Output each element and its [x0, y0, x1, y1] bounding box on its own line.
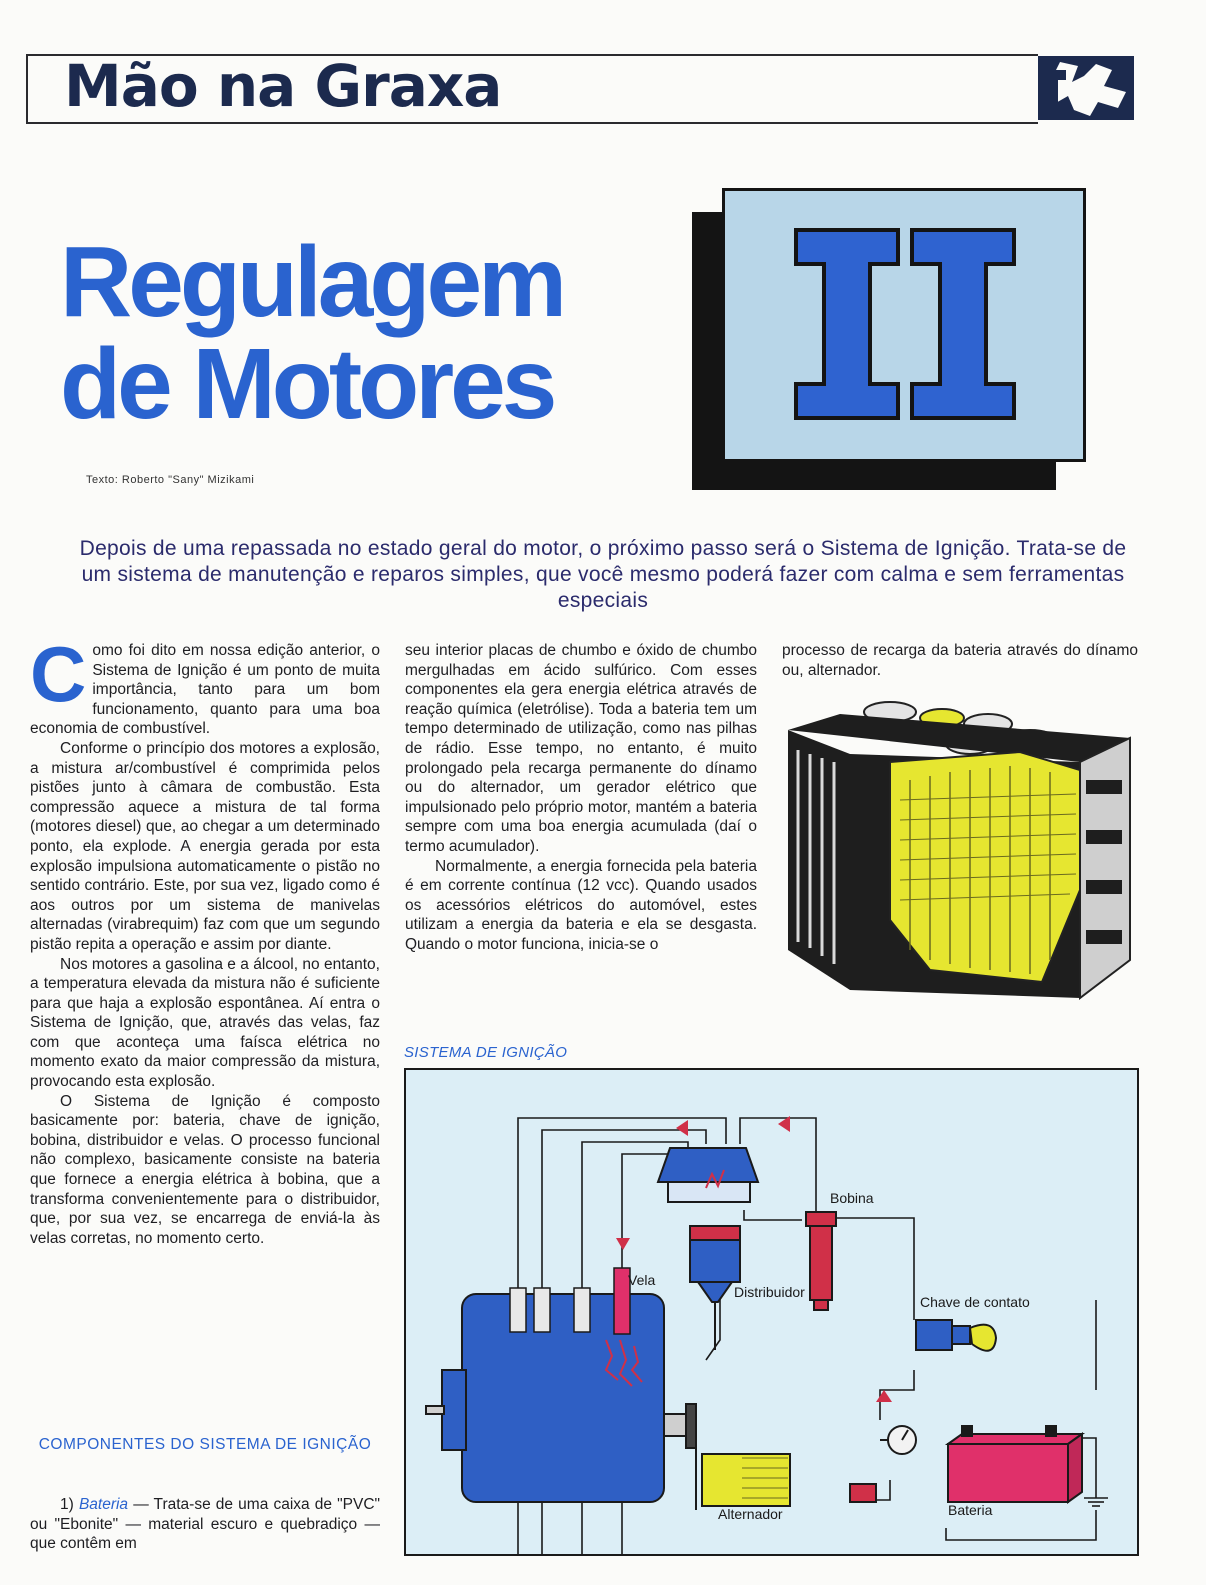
- item-number: 1): [60, 1496, 74, 1513]
- alternator: [696, 1446, 790, 1510]
- figure-caption: SISTEMA DE IGNIÇÃO: [404, 1044, 568, 1061]
- paragraph-4: O Sistema de Ignição é composto basicamente por: bateria, chave de ignição, bobina, distribuidor e velas. O processo funcional não complexo, basicamente consiste na bateria que fornece a energia elétrica à bobina, que a transforma convenientemente para o distribuidor, que, por sua vez, se encarrega de enviá-la às velas corretas, no momento certo.: [30, 1092, 380, 1247]
- label-chave-de-contato: Chave de contato: [920, 1294, 1030, 1310]
- ignition-system-diagram: [404, 1068, 1139, 1556]
- label-bobina: Bobina: [830, 1190, 874, 1206]
- part-number-graphic: [722, 188, 1086, 462]
- item-term: Bateria: [78, 1496, 129, 1513]
- voltage-regulator: [850, 1484, 876, 1502]
- article-column-3: [782, 641, 1138, 680]
- diagram-drawing: [406, 1070, 1137, 1554]
- label-vela: Vela: [628, 1272, 656, 1288]
- label-distribuidor: Distribuidor: [734, 1284, 805, 1300]
- article-column-1: [30, 630, 380, 1248]
- section-logo-icon: [1038, 56, 1134, 120]
- paragraph-1: omo foi dito em nossa edição anterior, o Sistema de Ignição é um ponto de muita importância, tanto para um bom funcionamento, quanto para uma boa economia de combustível.: [30, 642, 380, 738]
- paragraph-3: Nos motores a gasolina e a álcool, no entanto, a temperatura elevada da mistura não é suficiente para que haja a explosão espontânea. Aí entra o Sistema de Ignição, que, através das velas, faz com que aconteça uma faísca elétrica no momento exato da maior compressão da mistura, provocando esta explosão.: [30, 955, 380, 1091]
- component-item-battery: [30, 1495, 380, 1554]
- car-battery: [948, 1426, 1082, 1502]
- label-alternador: Alternador: [718, 1506, 783, 1522]
- engine-block: [426, 1294, 696, 1502]
- headline-line-2: de Motores: [60, 328, 554, 440]
- components-heading: COMPONENTES DO SISTEMA DE IGNIÇÃO: [38, 1436, 372, 1453]
- byline: Texto: Roberto "Sany" Mizikami: [86, 474, 255, 486]
- drop-cap: C: [30, 630, 87, 718]
- headline-line-1: Regulagem: [60, 226, 564, 338]
- ground-icon: [1084, 1480, 1108, 1506]
- paragraph-5: seu interior placas de chumbo e óxido de chumbo mergulhadas em ácido sulfúrico. Com esses componentes ela gera energia elétrica através de reação química (eletrólise). Toda a bateria tem um tempo determinado de utilização, como nas pilhas de rádio. Esse tempo, no entanto, é muito prolongado pela recarga permanente do dínamo ou do alternador, um gerador elétrico que impulsionado pelo próprio motor, mantém a bateria sempre com uma boa energia acumulada (daí o termo acumulador).: [405, 642, 757, 855]
- section-title: Mão na Graxa: [64, 52, 502, 120]
- paragraph-6: Normalmente, a energia fornecida pela bateria é em corrente contínua (12 vcc). Quando usados os acessórios elétricos do automóvel, estes utilizam a energia da bateria e ela se desgasta. Quando o motor funciona, inicia-se o: [405, 857, 757, 953]
- ignition-coil: [806, 1212, 836, 1310]
- battery-cutaway-illustration: [780, 690, 1138, 1000]
- article-column-2: [405, 641, 757, 955]
- item-text: — Trata-se de uma caixa de "PVC" ou "Ebonite" — material escuro e quebradiço — que contêm em: [30, 1496, 381, 1553]
- lead-paragraph: Depois de uma repassada no estado geral do motor, o próximo passo será o Sistema de Ignição. Trata-se de um sistema de manutenção e reparos simples, que você mesmo poderá fazer com calma e sem ferramentas especiais: [79, 537, 1127, 612]
- part-number-text: II: [904, 450, 905, 451]
- distributor: [658, 1148, 758, 1350]
- ignition-switch: [916, 1320, 996, 1351]
- label-bateria: Bateria: [948, 1502, 993, 1518]
- ammeter-gauge: [880, 1426, 916, 1454]
- paragraph-7: processo de recarga da bateria através do dínamo ou, alternador.: [782, 642, 1138, 679]
- paragraph-2: Conforme o princípio dos motores a explosão, a mistura ar/combustível é comprimida pelos pistões junto à câmara de combustão. Esta compressão aquece a mistura de tal forma (motores diesel) que, ao chegar a um determinado ponto, ela explode. A energia gerada por esta explosão impulsiona automaticamente o pistão no sentido contrário. Este, por sua vez, ligado como é aos outros por um sistema de manivelas alternadas (virabrequim) faz com que um segundo pistão repita a operação e assim por diante.: [30, 739, 380, 953]
